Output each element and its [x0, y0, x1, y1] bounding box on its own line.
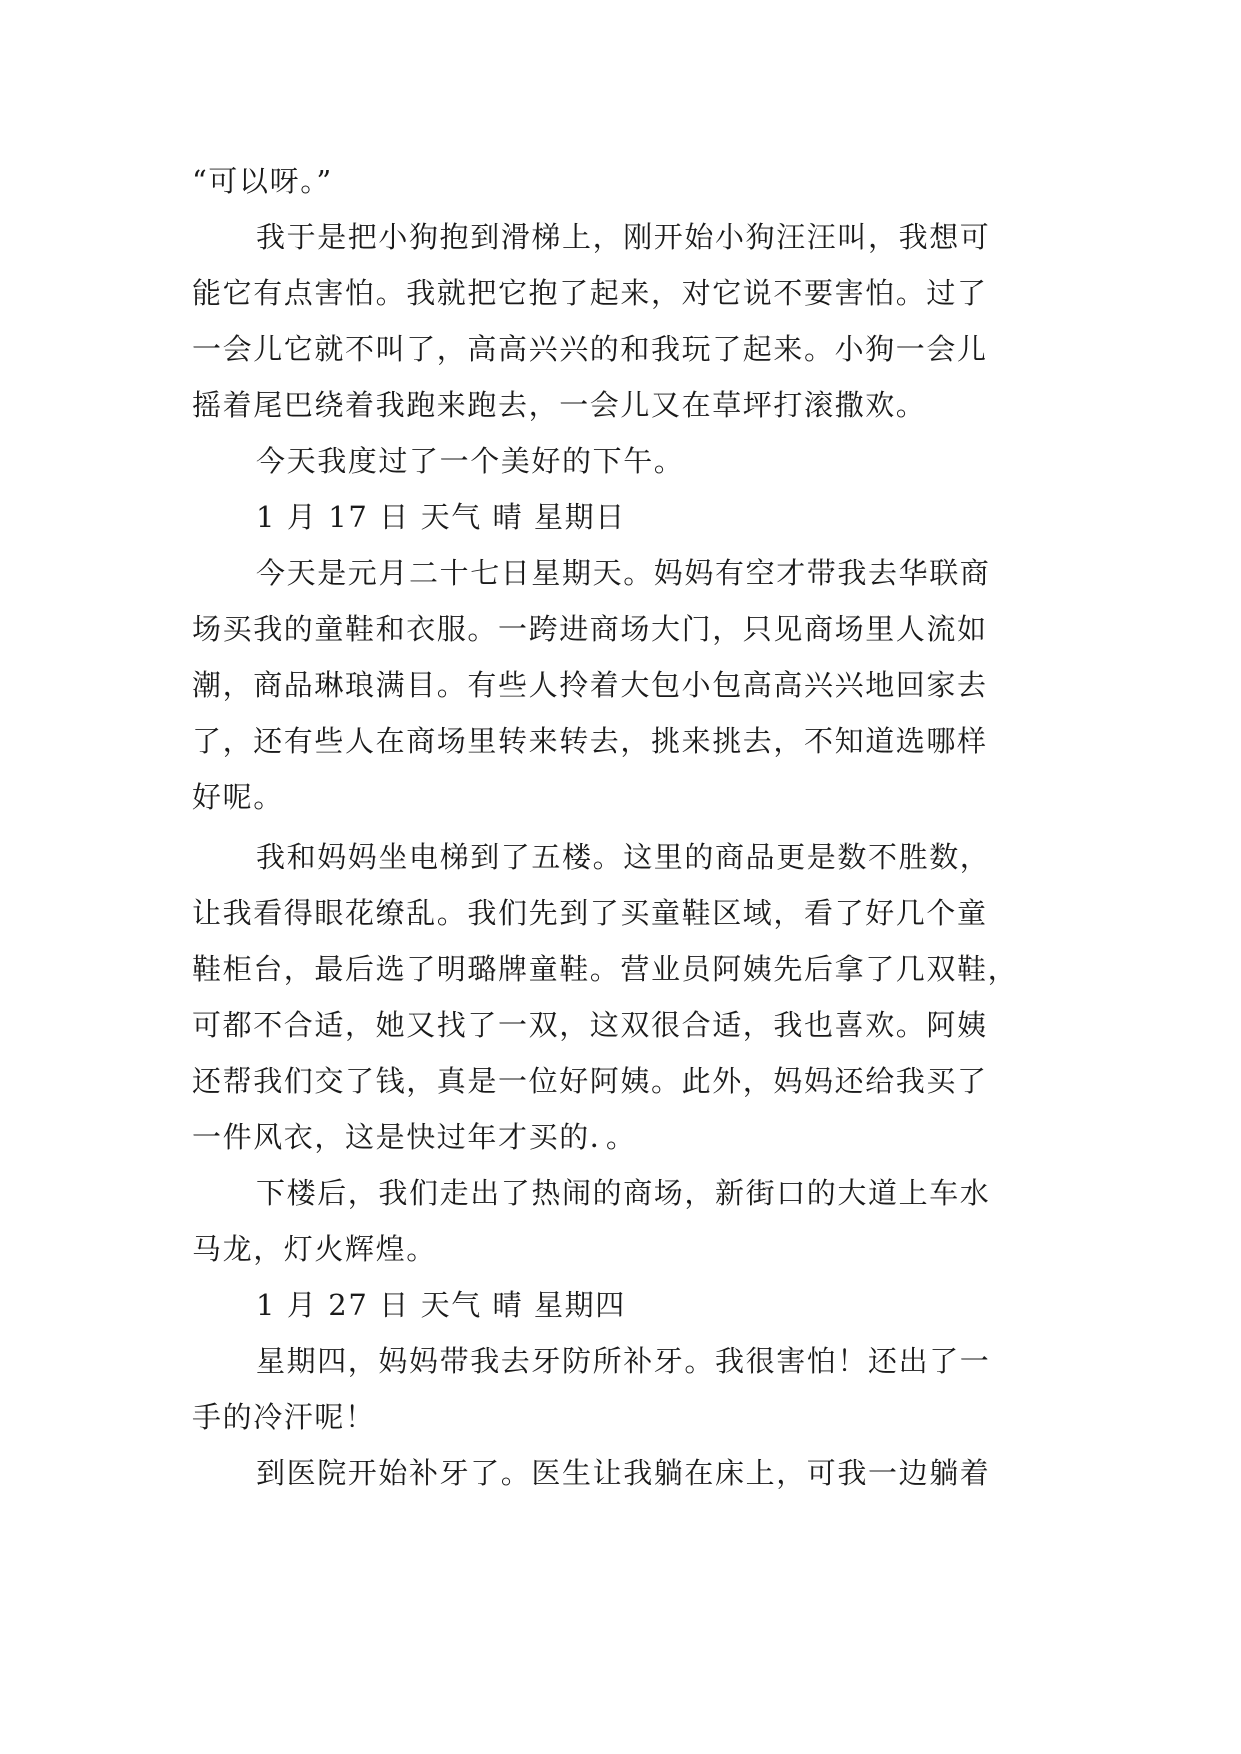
text-line: “可以呀。”: [192, 164, 333, 198]
text-line: 了，还有些人在商场里转来转去，挑来挑去，不知道选哪样: [192, 724, 988, 758]
text-line: 下楼后，我们走出了热闹的商场，新街口的大道上车水: [256, 1176, 991, 1210]
text-line: 能它有点害怕。我就把它抱了起来，对它说不要害怕。过了: [192, 276, 988, 310]
text-line: 今天我度过了一个美好的下午。: [256, 444, 685, 478]
text-line: 鞋柜台，最后选了明璐牌童鞋。营业员阿姨先后拿了几双鞋，: [192, 952, 1019, 986]
text-line: 我于是把小狗抱到滑梯上，刚开始小狗汪汪叫，我想可: [256, 220, 991, 254]
date-heading: 1 月 17 日 天气 晴 星期日: [256, 500, 626, 534]
text-line: 马龙，灯火辉煌。: [192, 1232, 437, 1266]
text-line: 今天是元月二十七日星期天。妈妈有空才带我去华联商: [256, 556, 991, 590]
text-line: 可都不合适，她又找了一双，这双很合适，我也喜欢。阿姨: [192, 1008, 988, 1042]
date-heading: 1 月 27 日 天气 晴 星期四: [256, 1288, 626, 1322]
text-line: 到医院开始补牙了。医生让我躺在床上，可我一边躺着: [256, 1456, 991, 1490]
text-line: 一件风衣，这是快过年才买的．。: [192, 1120, 637, 1154]
text-line: 我和妈妈坐电梯到了五楼。这里的商品更是数不胜数，: [256, 840, 991, 874]
text-line: 星期四，妈妈带我去牙防所补牙。我很害怕！还出了一: [256, 1344, 991, 1378]
text-line: 手的冷汗呢！: [192, 1400, 376, 1434]
text-line: 还帮我们交了钱，真是一位好阿姨。此外，妈妈还给我买了: [192, 1064, 988, 1098]
text-line: 摇着尾巴绕着我跑来跑去，一会儿又在草坪打滚撒欢。: [192, 388, 927, 422]
text-line: 一会儿它就不叫了，高高兴兴的和我玩了起来。小狗一会儿: [192, 332, 988, 366]
text-line: 好呢。: [192, 780, 284, 814]
text-line: 潮，商品琳琅满目。有些人拎着大包小包高高兴兴地回家去: [192, 668, 988, 702]
text-line: 场买我的童鞋和衣服。一跨进商场大门，只见商场里人流如: [192, 612, 988, 646]
text-line: 让我看得眼花缭乱。我们先到了买童鞋区域，看了好几个童: [192, 896, 988, 930]
